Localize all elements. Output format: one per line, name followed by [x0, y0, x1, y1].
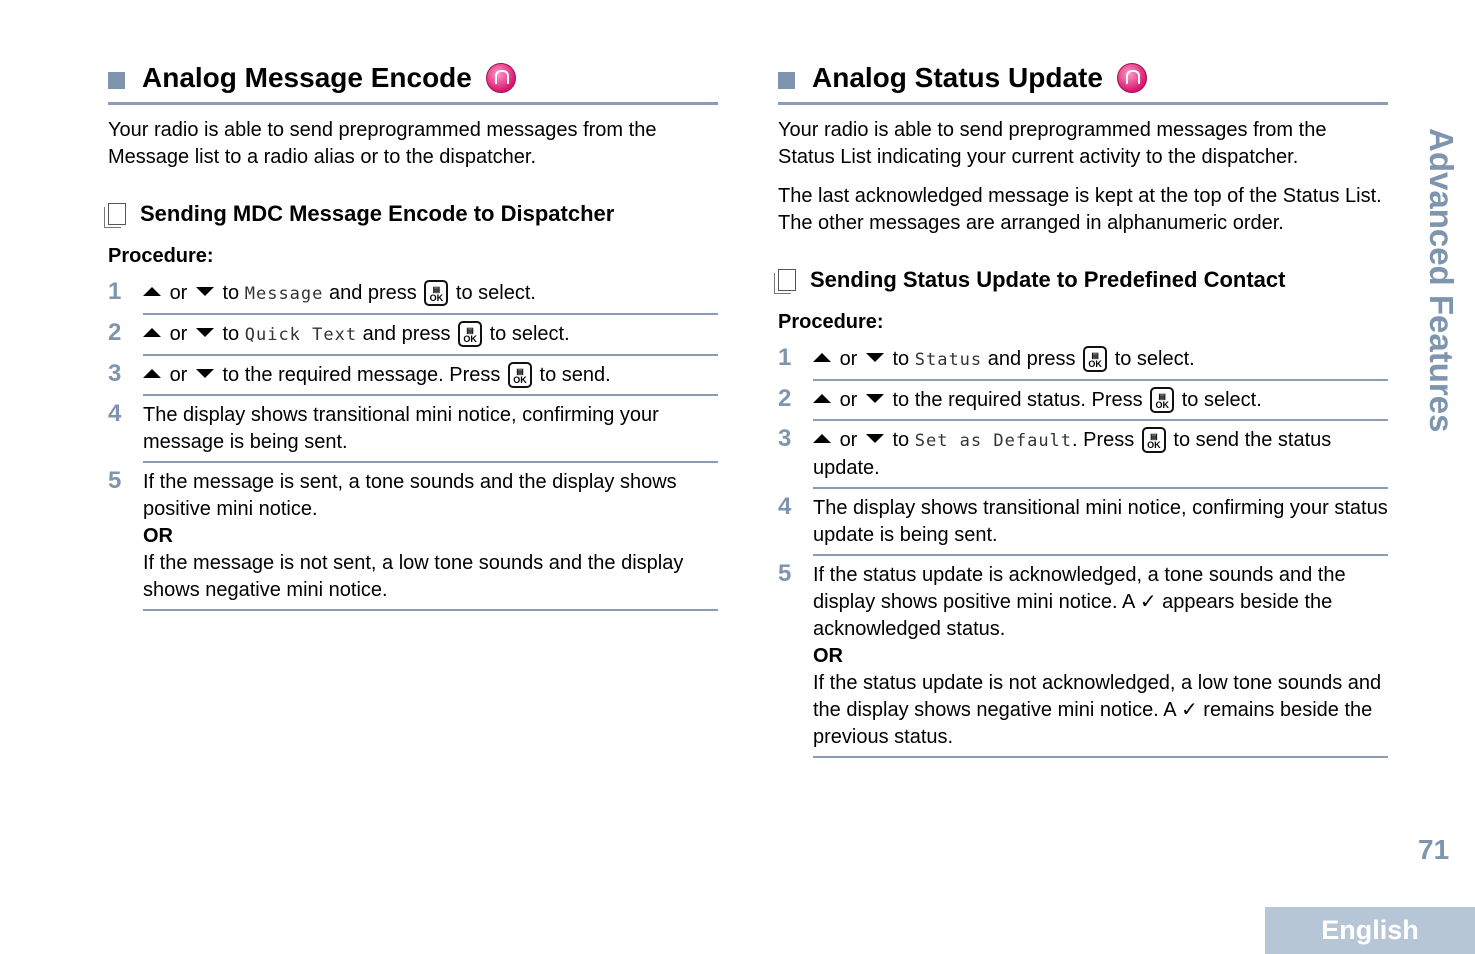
up-arrow-icon: [143, 287, 161, 296]
step: [778, 556, 1388, 758]
procedure-label: Procedure:: [778, 311, 884, 333]
step-alt-text: If the message is not sent, a low tone sounds and the display shows negative mini notice.: [143, 552, 684, 601]
step-text: If the message is sent, a tone sounds and the display shows positive mini notice.: [143, 471, 677, 520]
up-arrow-icon: [813, 394, 831, 403]
ok-button-icon: ▤ OK: [424, 280, 448, 306]
screen-text: Set as Default: [914, 431, 1073, 451]
up-arrow-icon: [143, 369, 161, 378]
subsection-title: Sending Status Update to Predefined Contact: [810, 267, 1286, 292]
step-number: 3: [778, 425, 792, 452]
step: [778, 489, 1388, 556]
step: 1 or to Status and press ▤ OK to select.: [778, 340, 1388, 381]
step-number: 2: [108, 319, 122, 346]
down-arrow-icon: [866, 434, 884, 443]
section-title: Analog Status Update: [812, 62, 1103, 93]
left-column: [108, 60, 718, 611]
step-text: The display shows transitional mini notice, confirming your message is being sent.: [143, 396, 718, 463]
step-number: 1: [778, 344, 792, 371]
chapter-label: Advanced Features: [1423, 128, 1460, 433]
step-number: 2: [778, 385, 792, 412]
down-arrow-icon: [196, 328, 214, 337]
step-alt-text: If the status update is not acknowledged, a low tone sounds and the display shows negative mini notice. A ✓ remains beside the previous status.: [813, 672, 1382, 748]
step-number: 4: [778, 493, 792, 520]
down-arrow-icon: [866, 394, 884, 403]
procedure-steps: [108, 274, 718, 611]
up-arrow-icon: [813, 434, 831, 443]
page-number: 71: [1418, 834, 1450, 865]
step-text: If the status update is acknowledged, a tone sounds and the display shows positive mini notice. A ✓ appears beside the acknowledged status.: [813, 564, 1346, 640]
ok-button-icon: ▤ OK: [1150, 387, 1174, 413]
procedure-page-icon: [108, 203, 126, 225]
procedure-label: Procedure:: [108, 245, 214, 267]
intro-paragraph: The last acknowledged message is kept at the top of the Status List. The other messages are arranged in alphanumeric order.: [778, 185, 1382, 234]
subsection-title: Sending MDC Message Encode to Dispatcher: [140, 201, 615, 226]
right-column: [778, 60, 1388, 758]
section-header: [778, 60, 1388, 105]
up-arrow-icon: [813, 353, 831, 362]
chapter-side-tab: [1418, 128, 1464, 448]
down-arrow-icon: [196, 369, 214, 378]
down-arrow-icon: [196, 287, 214, 296]
section-bullet-icon: [108, 72, 125, 89]
ok-button-icon: ▤ OK: [1083, 346, 1107, 372]
section-title: Analog Message Encode: [142, 62, 472, 93]
subsection-header: [778, 267, 1388, 293]
procedure-steps: [778, 340, 1388, 758]
down-arrow-icon: [866, 353, 884, 362]
analog-feature-icon: [486, 63, 516, 93]
section-header: [108, 60, 718, 105]
step: 2 or to Quick Text and press ▤ OK to select.: [108, 315, 718, 356]
step-text: The display shows transitional mini notice, confirming your status update is being sent.: [813, 489, 1388, 556]
step: 2 or to the required status. Press ▤ OK to select.: [778, 381, 1388, 421]
step: [108, 463, 718, 611]
ok-button-icon: ▤ OK: [508, 362, 532, 388]
or-label: OR: [813, 645, 843, 667]
screen-text: Quick Text: [244, 325, 358, 345]
step-number: 5: [108, 467, 122, 494]
step: 1 or to Message and press ▤ OK to select.: [108, 274, 718, 315]
up-arrow-icon: [143, 328, 161, 337]
ok-button-icon: ▤ OK: [1142, 427, 1166, 453]
step-number: 1: [108, 278, 122, 305]
intro-paragraph: Your radio is able to send preprogrammed messages from the Message list to a radio alias or to the dispatcher.: [108, 119, 657, 168]
procedure-page-icon: [778, 269, 796, 291]
analog-feature-icon: [1117, 63, 1147, 93]
step-number: 5: [778, 560, 792, 587]
step: 3 or to Set as Default. Press ▤ OK to send the status update.: [778, 421, 1388, 489]
screen-text: Status: [914, 350, 983, 370]
step-number: 3: [108, 360, 122, 387]
section-bullet-icon: [778, 72, 795, 89]
screen-text: Message: [244, 284, 324, 304]
intro-paragraph: Your radio is able to send preprogrammed messages from the Status List indicating your current activity to the dispatcher.: [778, 119, 1327, 168]
language-tab: English: [1265, 907, 1475, 954]
ok-button-icon: ▤ OK: [458, 321, 482, 347]
step: [108, 396, 718, 463]
or-label: OR: [143, 525, 173, 547]
step-number: 4: [108, 400, 122, 427]
subsection-header: [108, 201, 718, 227]
step: 3 or to the required message. Press ▤ OK to send.: [108, 356, 718, 396]
